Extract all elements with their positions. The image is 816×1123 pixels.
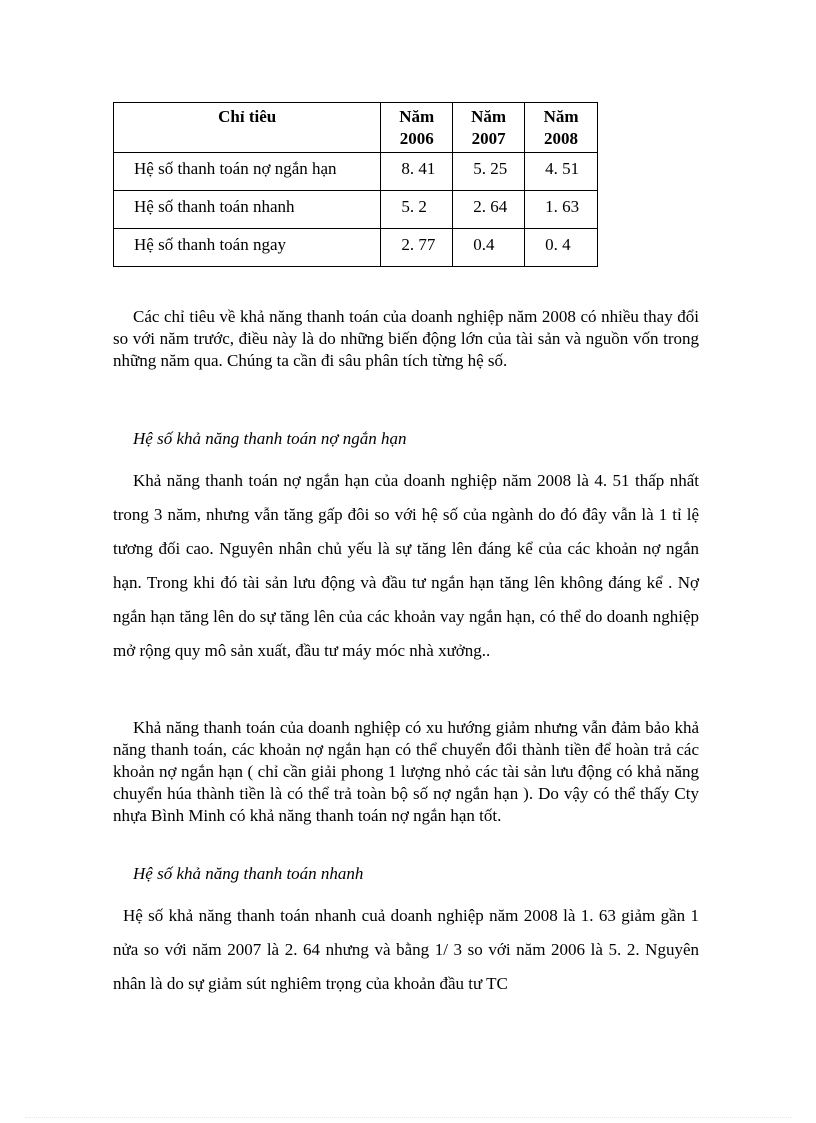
row-label: Hệ số thanh toán nhanh <box>114 191 381 229</box>
cell-value: 0.4 <box>453 229 525 267</box>
solvency-paragraph: Khả năng thanh toán của doanh nghiệp có xu hướng giảm nhưng vẫn đảm bảo khả năng thanh toán, các khoản nợ ngắn hạn có thể chuyển đổi thành tiền để hoàn trả các khoản nợ ngắn hạn ( chỉ cần giải phong 1 lượng nhỏ các tài sản lưu động có khả năng chuyển húa thành tiền là có thể trả toàn bộ số nợ ngắn hạn ). Do vậy có thể thấy Cty nhựa Bình Minh có khả năng thanh toán nợ ngắn hạn tốt. <box>113 718 699 825</box>
header-year-2006: Năm 2006 <box>381 103 453 153</box>
row-label: Hệ số thanh toán ngay <box>114 229 381 267</box>
table-row <box>114 229 598 267</box>
page-bottom-rule <box>25 1117 791 1118</box>
intro-paragraph: Các chỉ tiêu về khả năng thanh toán của doanh nghiệp năm 2008 có nhiều thay đổi so với năm trước, điều này là do những biến động lớn của tài sản và nguồn vốn trong những năm qua. Chúng ta cần đi sâu phân tích từng hệ số. <box>113 307 699 370</box>
liquidity-ratio-table <box>113 102 598 267</box>
cell-value: 0. 4 <box>525 229 598 267</box>
cell-value: 2. 64 <box>453 191 525 229</box>
quick-ratio-paragraph: Hệ số khả năng thanh toán nhanh cuả doanh nghiệp năm 2008 là 1. 63 giảm gần 1 nửa so với năm 2007 là 2. 64 nhưng và bằng 1/ 3 so với năm 2006 là 5. 2. Nguyên nhân là do sự giảm sút nghiêm trọng của khoản đầu tư TC <box>113 906 699 993</box>
header-year-2008: Năm 2008 <box>525 103 598 153</box>
cell-value: 5. 25 <box>453 153 525 191</box>
cell-value: 1. 63 <box>525 191 598 229</box>
cell-value: 2. 77 <box>381 229 453 267</box>
cell-value: 8. 41 <box>381 153 453 191</box>
row-label: Hệ số thanh toán nợ ngắn hạn <box>114 153 381 191</box>
header-year-2007: Năm 2007 <box>453 103 525 153</box>
table-row <box>114 153 598 191</box>
short-term-ratio-paragraph: Khả năng thanh toán nợ ngắn hạn của doanh nghiệp năm 2008 là 4. 51 thấp nhất trong 3 năm, nhưng vẫn tăng gấp đôi so với hệ số của ngành do đó đây vẫn là 1 tỉ lệ tương đối cao. Nguyên nhân chủ yếu là sự tăng lên đáng kể của các khoản nợ ngắn hạn. Trong khi đó tài sản lưu động và đầu tư ngắn hạn tăng lên không đáng kể . Nợ ngắn hạn tăng lên do sự tăng lên của các khoản vay ngắn hạn, có thể do doanh nghiệp mở rộng quy mô sản xuất, đầu tư máy móc nhà xưởng.. <box>113 471 699 660</box>
header-indicator: Chỉ tiêu <box>114 103 381 153</box>
section-heading-short-term-ratio: Hệ số khả năng thanh toán nợ ngắn hạn <box>133 429 407 448</box>
cell-value: 4. 51 <box>525 153 598 191</box>
table-header-row <box>114 103 598 153</box>
table-row <box>114 191 598 229</box>
section-heading-quick-ratio: Hệ số khả năng thanh toán nhanh <box>133 864 364 883</box>
cell-value: 5. 2 <box>381 191 453 229</box>
